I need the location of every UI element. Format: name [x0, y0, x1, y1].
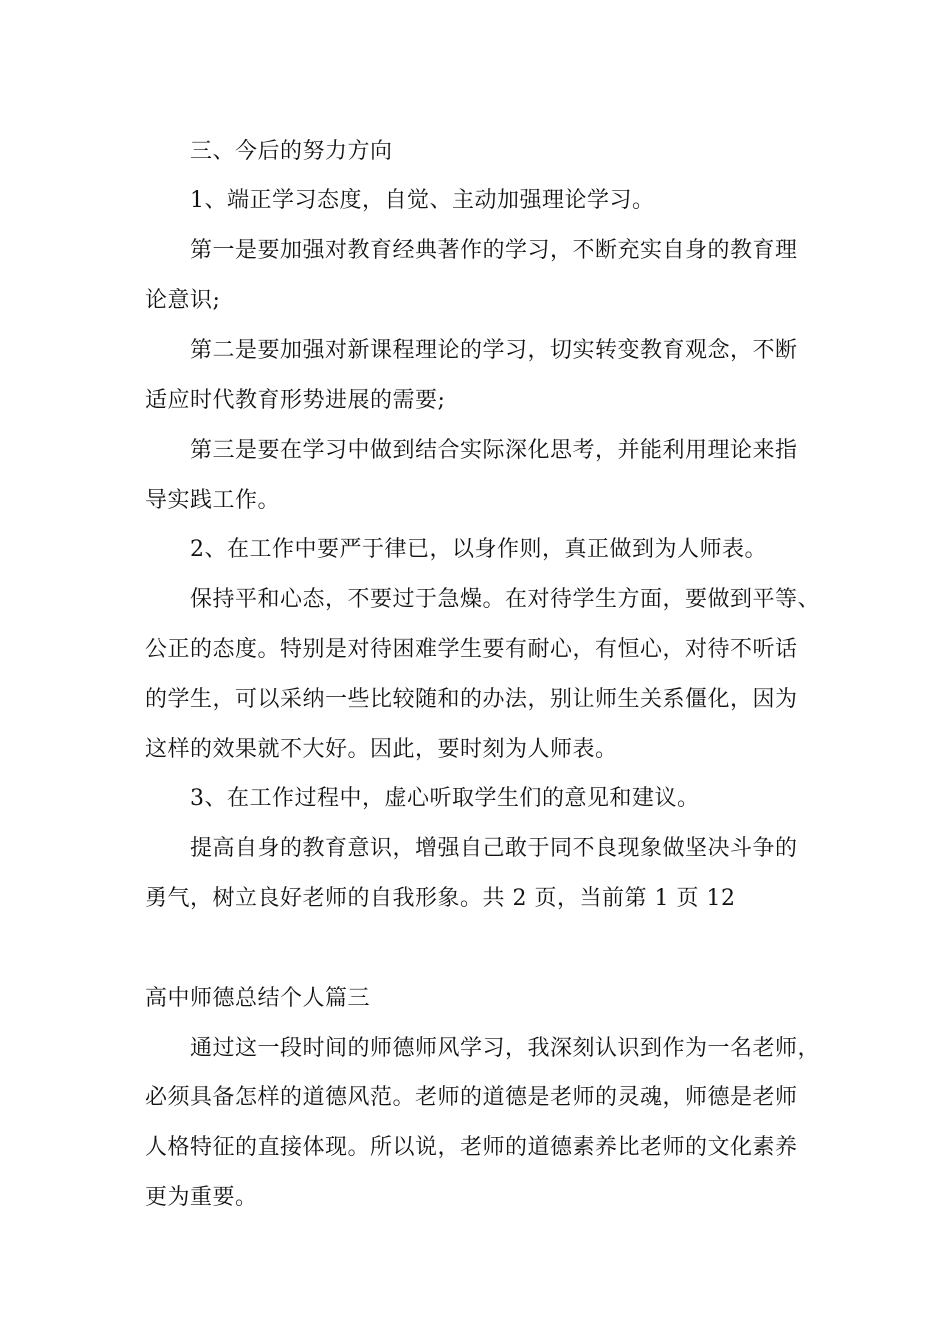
paragraph-line: 公正的态度。特别是对待困难学生要有耐心，有恒心，对待不听话 — [145, 637, 798, 662]
paragraph-line: 第二是要加强对新课程理论的学习，切实转变教育观念，不断 — [190, 338, 798, 363]
list-item-heading: 2、在工作中要严于律已，以身作则，真正做到为人师表。 — [190, 537, 767, 562]
paragraph-line: 提高自身的教育意识，增强自己敢于同不良现象做坚决斗争的 — [190, 836, 798, 861]
section-heading: 三、今后的努力方向 — [190, 139, 393, 164]
paragraph-line: 论意识; — [145, 288, 221, 313]
paragraph-line: 适应时代教育形势进展的需要; — [145, 388, 446, 413]
paragraph-line: 保持平和心态，不要过于急燥。在对待学生方面，要做到平等、 — [190, 587, 821, 612]
paragraph-line: 通过这一段时间的师德师风学习，我深刻认识到作为一名老师， — [190, 1036, 821, 1061]
paragraph-line: 勇气，树立良好老师的自我形象。共 2 页，当前第 1 页 12 — [145, 886, 736, 911]
paragraph-line: 第三是要在学习中做到结合实际深化思考，并能利用理论来指 — [190, 438, 798, 463]
paragraph-line: 第一是要加强对教育经典著作的学习，不断充实自身的教育理 — [190, 238, 798, 263]
paragraph-line: 更为重要。 — [145, 1185, 258, 1210]
list-item-heading: 1、端正学习态度，自觉、主动加强理论学习。 — [190, 188, 655, 213]
paragraph-line: 的学生，可以采纳一些比较随和的办法，别让师生关系僵化，因为 — [145, 687, 798, 712]
article-title: 高中师德总结个人篇三 — [145, 986, 371, 1011]
paragraph-line: 人格特征的直接体现。所以说，老师的道德素养比老师的文化素养 — [145, 1135, 798, 1160]
paragraph-line: 必须具备怎样的道德风范。老师的道德是老师的灵魂，师德是老师 — [145, 1085, 798, 1110]
paragraph-line: 这样的效果就不大好。因此，要时刻为人师表。 — [145, 737, 618, 762]
list-item-heading: 3、在工作过程中，虚心听取学生们的意见和建议。 — [190, 786, 700, 811]
paragraph-line: 导实践工作。 — [145, 488, 281, 513]
